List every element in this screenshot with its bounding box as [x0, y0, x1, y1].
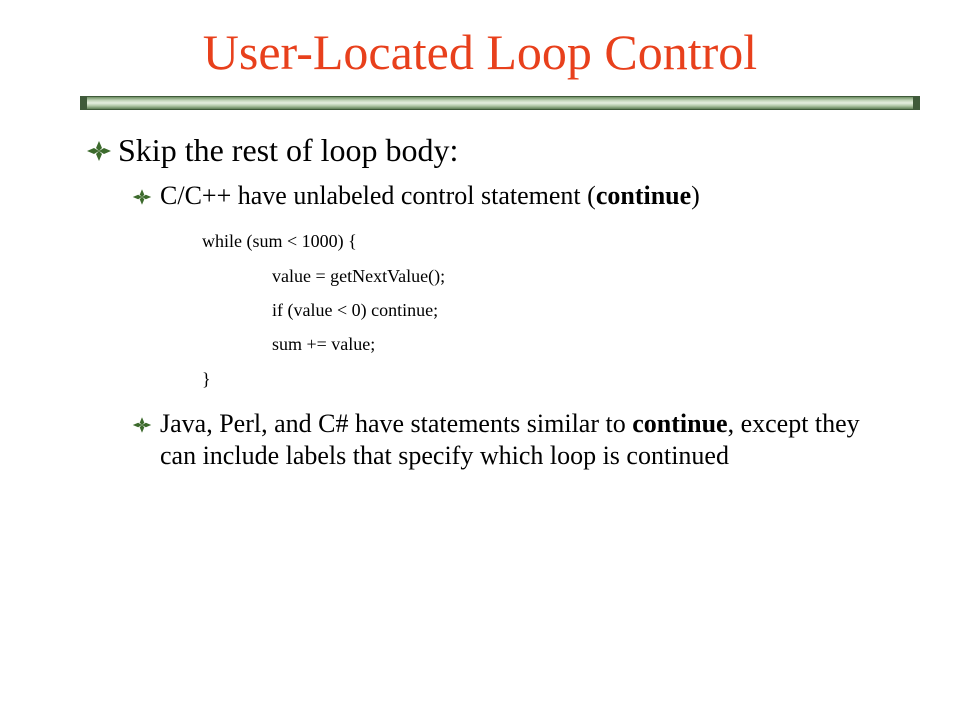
bullet-text: C/C++ have unlabeled control statement ( [160, 181, 596, 210]
bullet-text: ) [691, 181, 700, 210]
keyword-continue: continue [595, 181, 692, 210]
slide-title: User-Located Loop Control [202, 24, 758, 80]
bullet-c-cpp-continue [160, 180, 880, 212]
diamond-bullet-icon [132, 188, 152, 206]
bullet-java-perl-csharp [160, 408, 880, 472]
diamond-bullet-icon [86, 140, 112, 162]
title-underline-bar [80, 96, 920, 110]
code-line: if (value < 0) continue; [272, 300, 439, 320]
bullet-text: , except they can include labels that specify which loop is continued [160, 409, 860, 470]
bullet-text: Java, Perl, and C# have statements similar to [160, 409, 633, 438]
diamond-bullet-icon [132, 416, 152, 434]
bullet-skip-rest-of-loop: Skip the rest of loop body: [118, 132, 459, 168]
code-line: value = getNextValue(); [272, 266, 446, 286]
title-bar-right-cap [913, 97, 919, 109]
title-bar-left-cap [81, 97, 87, 109]
code-line: while (sum < 1000) { [202, 231, 357, 251]
code-line: sum += value; [272, 334, 376, 354]
keyword-continue: continue [632, 409, 728, 438]
code-line: } [202, 369, 211, 389]
